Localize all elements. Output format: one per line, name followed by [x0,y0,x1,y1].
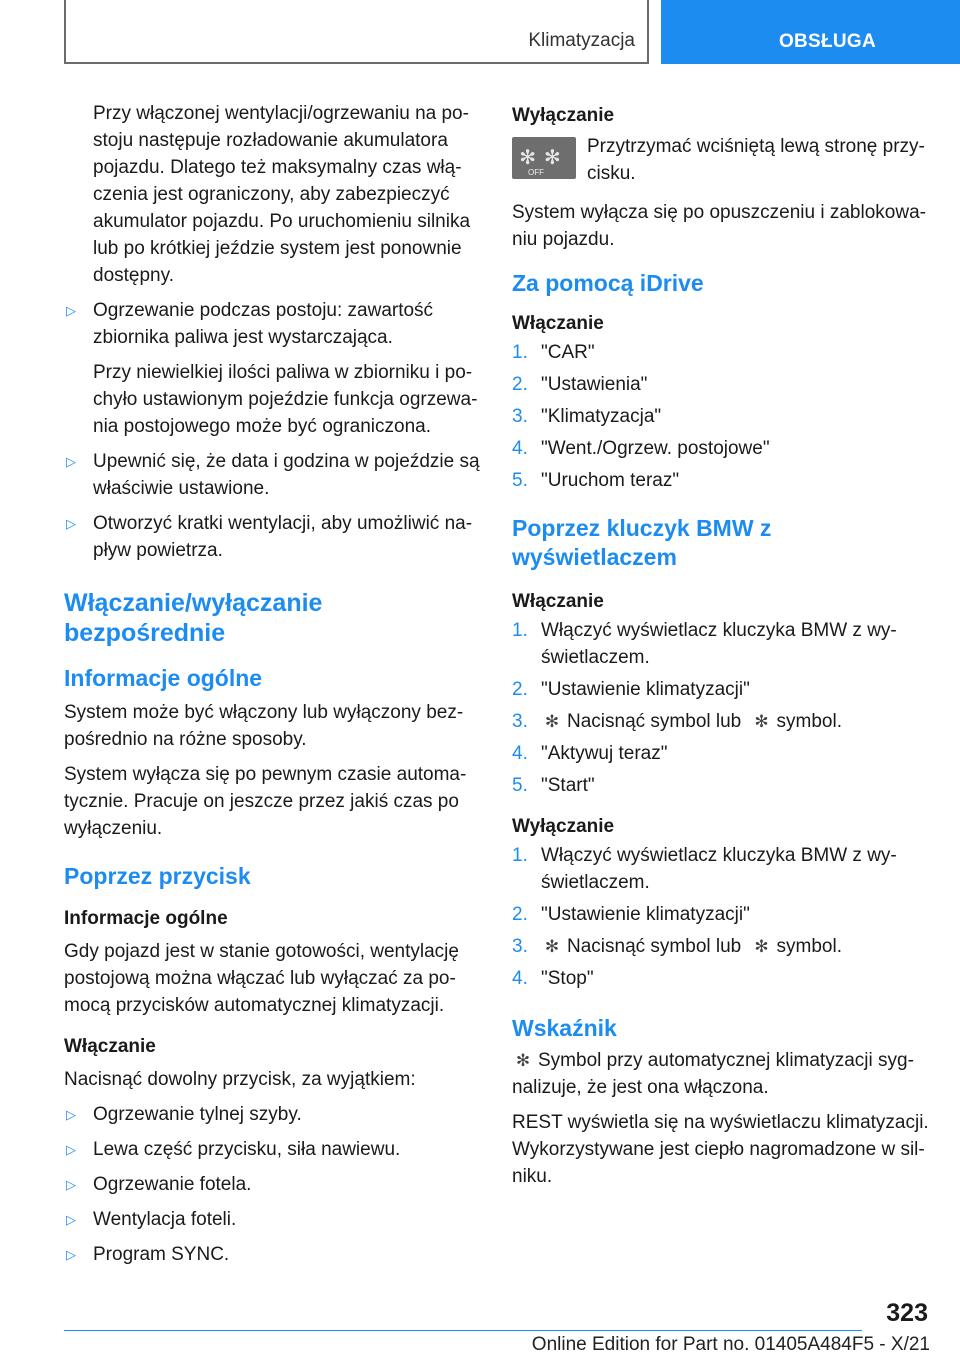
auto-off-paragraph: System wyłącza się po opuszczeniu i zablokowa-niu pojazdu. [512,202,926,250]
fan-button-image [512,137,576,179]
triangle-bullet-icon: ▷ [66,1247,76,1262]
indicator-paragraph: ✻ Symbol przy automatycznej klimatyzacji syg-nalizuje, że jest ona włączona. [512,1047,930,1101]
intro-paragraph: Przy włączonej wentylacji/ogrzewaniu na po-stoju następuje rozładowanie akumulatora pojazdu. Dlatego też maksymalny czas włą-czenia jest ograniczony, aby zabezpieczyć akumulator pojazdu. Po uruchomieniu silnika lub po krótkiej jeździe system jest ponownie dostępny. [93,103,471,286]
triangle-bullet-icon: ▷ [66,1177,76,1192]
heading-idrive: Za pomocą iDrive [512,270,704,296]
subheading-on-key: Włączanie [512,591,604,612]
list-item: ▷ Lewa część przycisku, siła nawiewu. [64,1136,480,1163]
heading-general: Informacje ogólne [64,665,263,691]
list-item: 3. ✻ Nacisnąć symbol lub ✻ symbol. [512,708,930,735]
page-number: 323 [886,1299,928,1327]
list-item: 3. "Klimatyzacja" [512,406,662,427]
off-label: OFF [528,168,544,177]
triangle-bullet-icon: ▷ [66,454,76,469]
general-paragraph-2: System wyłącza się po pewnym czasie automa-tycznie. Pracuje on jeszcze przez jakiś czas po wyłączeniu. [64,764,467,839]
heading-indicator: Wskaźnik [512,1015,617,1041]
list-item: ▷ Ogrzewanie podczas postoju: zawartość zbiornika paliwa jest wystarczająca. [64,297,480,351]
subheading-on: Włączanie [64,1036,156,1057]
list-item: 1. Włączyć wyświetlacz kluczyka BMW z wy-świetlaczem. [512,845,897,893]
button-paragraph: Gdy pojazd jest w stanie gotowości, wentylację postojową można włączać lub wyłączać za po-mocą przycisków automatycznej klimatyzacji. [64,941,459,1016]
footer-divider [64,1330,862,1331]
list-item: ▷ Ogrzewanie tylnej szyby. [64,1101,480,1128]
edition-footer: Online Edition for Part no. 01405A484F5 - X/21 [531,1334,930,1355]
list-item: ▷ Ogrzewanie fotela. [64,1171,480,1198]
list-item: ▷ Wentylacja foteli. [64,1206,480,1233]
on-paragraph: Nacisnąć dowolny przycisk, za wyjątkiem: [64,1069,416,1090]
triangle-bullet-icon: ▷ [66,1107,76,1122]
right-column [512,100,930,1198]
hold-instruction: Przytrzymać wciśniętą lewą stronę przy-cisku. [587,136,925,184]
list-item: ▷ Upewnić się, że data i godzina w pojeździe są właściwie ustawione. [64,448,480,502]
list-item: ▷ Program SYNC. [64,1241,480,1268]
triangle-bullet-icon: ▷ [66,516,76,531]
list-item: 3. ✻ Nacisnąć symbol lub ✻ symbol. [512,933,930,960]
chapter-title: OBSŁUGA [778,31,877,52]
heading-direct: Włączanie/wyłączanie bezpośrednie [64,589,323,647]
fan-indicator-icon: ✻ [515,1051,531,1070]
list-item: 1. "CAR" [512,342,595,363]
list-item: 2. "Ustawienie klimatyzacji" [512,679,750,700]
list-item: 4. "Stop" [512,968,594,989]
subheading-off: Wyłączanie [512,105,615,126]
general-paragraph-1: System może być włączony lub wyłączony bez-pośrednio na różne sposoby. [64,702,464,750]
heading-key: Poprzez kluczyk BMW z wyświetlaczem [512,515,772,570]
subheading-on-idrive: Włączanie [512,313,604,334]
list-item: ▷ Otworzyć kratki wentylacji, aby umożliwić na-pływ powietrza. [64,510,480,564]
bullet-note: Przy niewielkiej ilości paliwa w zbiorniku i po-chyło ustawionym pojeździe funkcja ogrzewa-nia postojowego może być ograniczona. [93,362,478,437]
triangle-bullet-icon: ▷ [66,1142,76,1157]
list-item: 4. "Aktywuj teraz" [512,743,668,764]
list-item: 1. Włączyć wyświetlacz kluczyka BMW z wy-świetlaczem. [512,620,897,668]
list-item: 4. "Went./Ogrzew. postojowe" [512,438,770,459]
fan-icon: ✻ [544,712,560,731]
triangle-bullet-icon: ▷ [66,303,76,318]
list-item: 5. "Start" [512,775,595,796]
left-column [64,100,480,1276]
list-item: 5. "Uruchom teraz" [512,470,680,491]
fan-minus-icon: ✻ [754,937,769,956]
subheading-general: Informacje ogólne [64,908,228,929]
subheading-off-key: Wyłączanie [512,816,615,837]
fan-icon: ✻✻ [519,146,569,169]
triangle-bullet-icon: ▷ [66,1212,76,1227]
list-item: 2. "Ustawienie klimatyzacji" [512,904,750,925]
button-instruction [512,133,930,187]
heading-button: Poprzez przycisk [64,863,251,889]
fan-plus-icon: ✻ [754,712,769,731]
list-item: 2. "Ustawienia" [512,374,648,395]
section-title: Klimatyzacja [528,30,635,51]
rest-paragraph: REST wyświetla się na wyświetlaczu klimatyzacji. Wykorzystywane jest ciepło nagromadzone w sil-niku. [512,1112,929,1187]
fan-icon: ✻ [544,937,560,956]
